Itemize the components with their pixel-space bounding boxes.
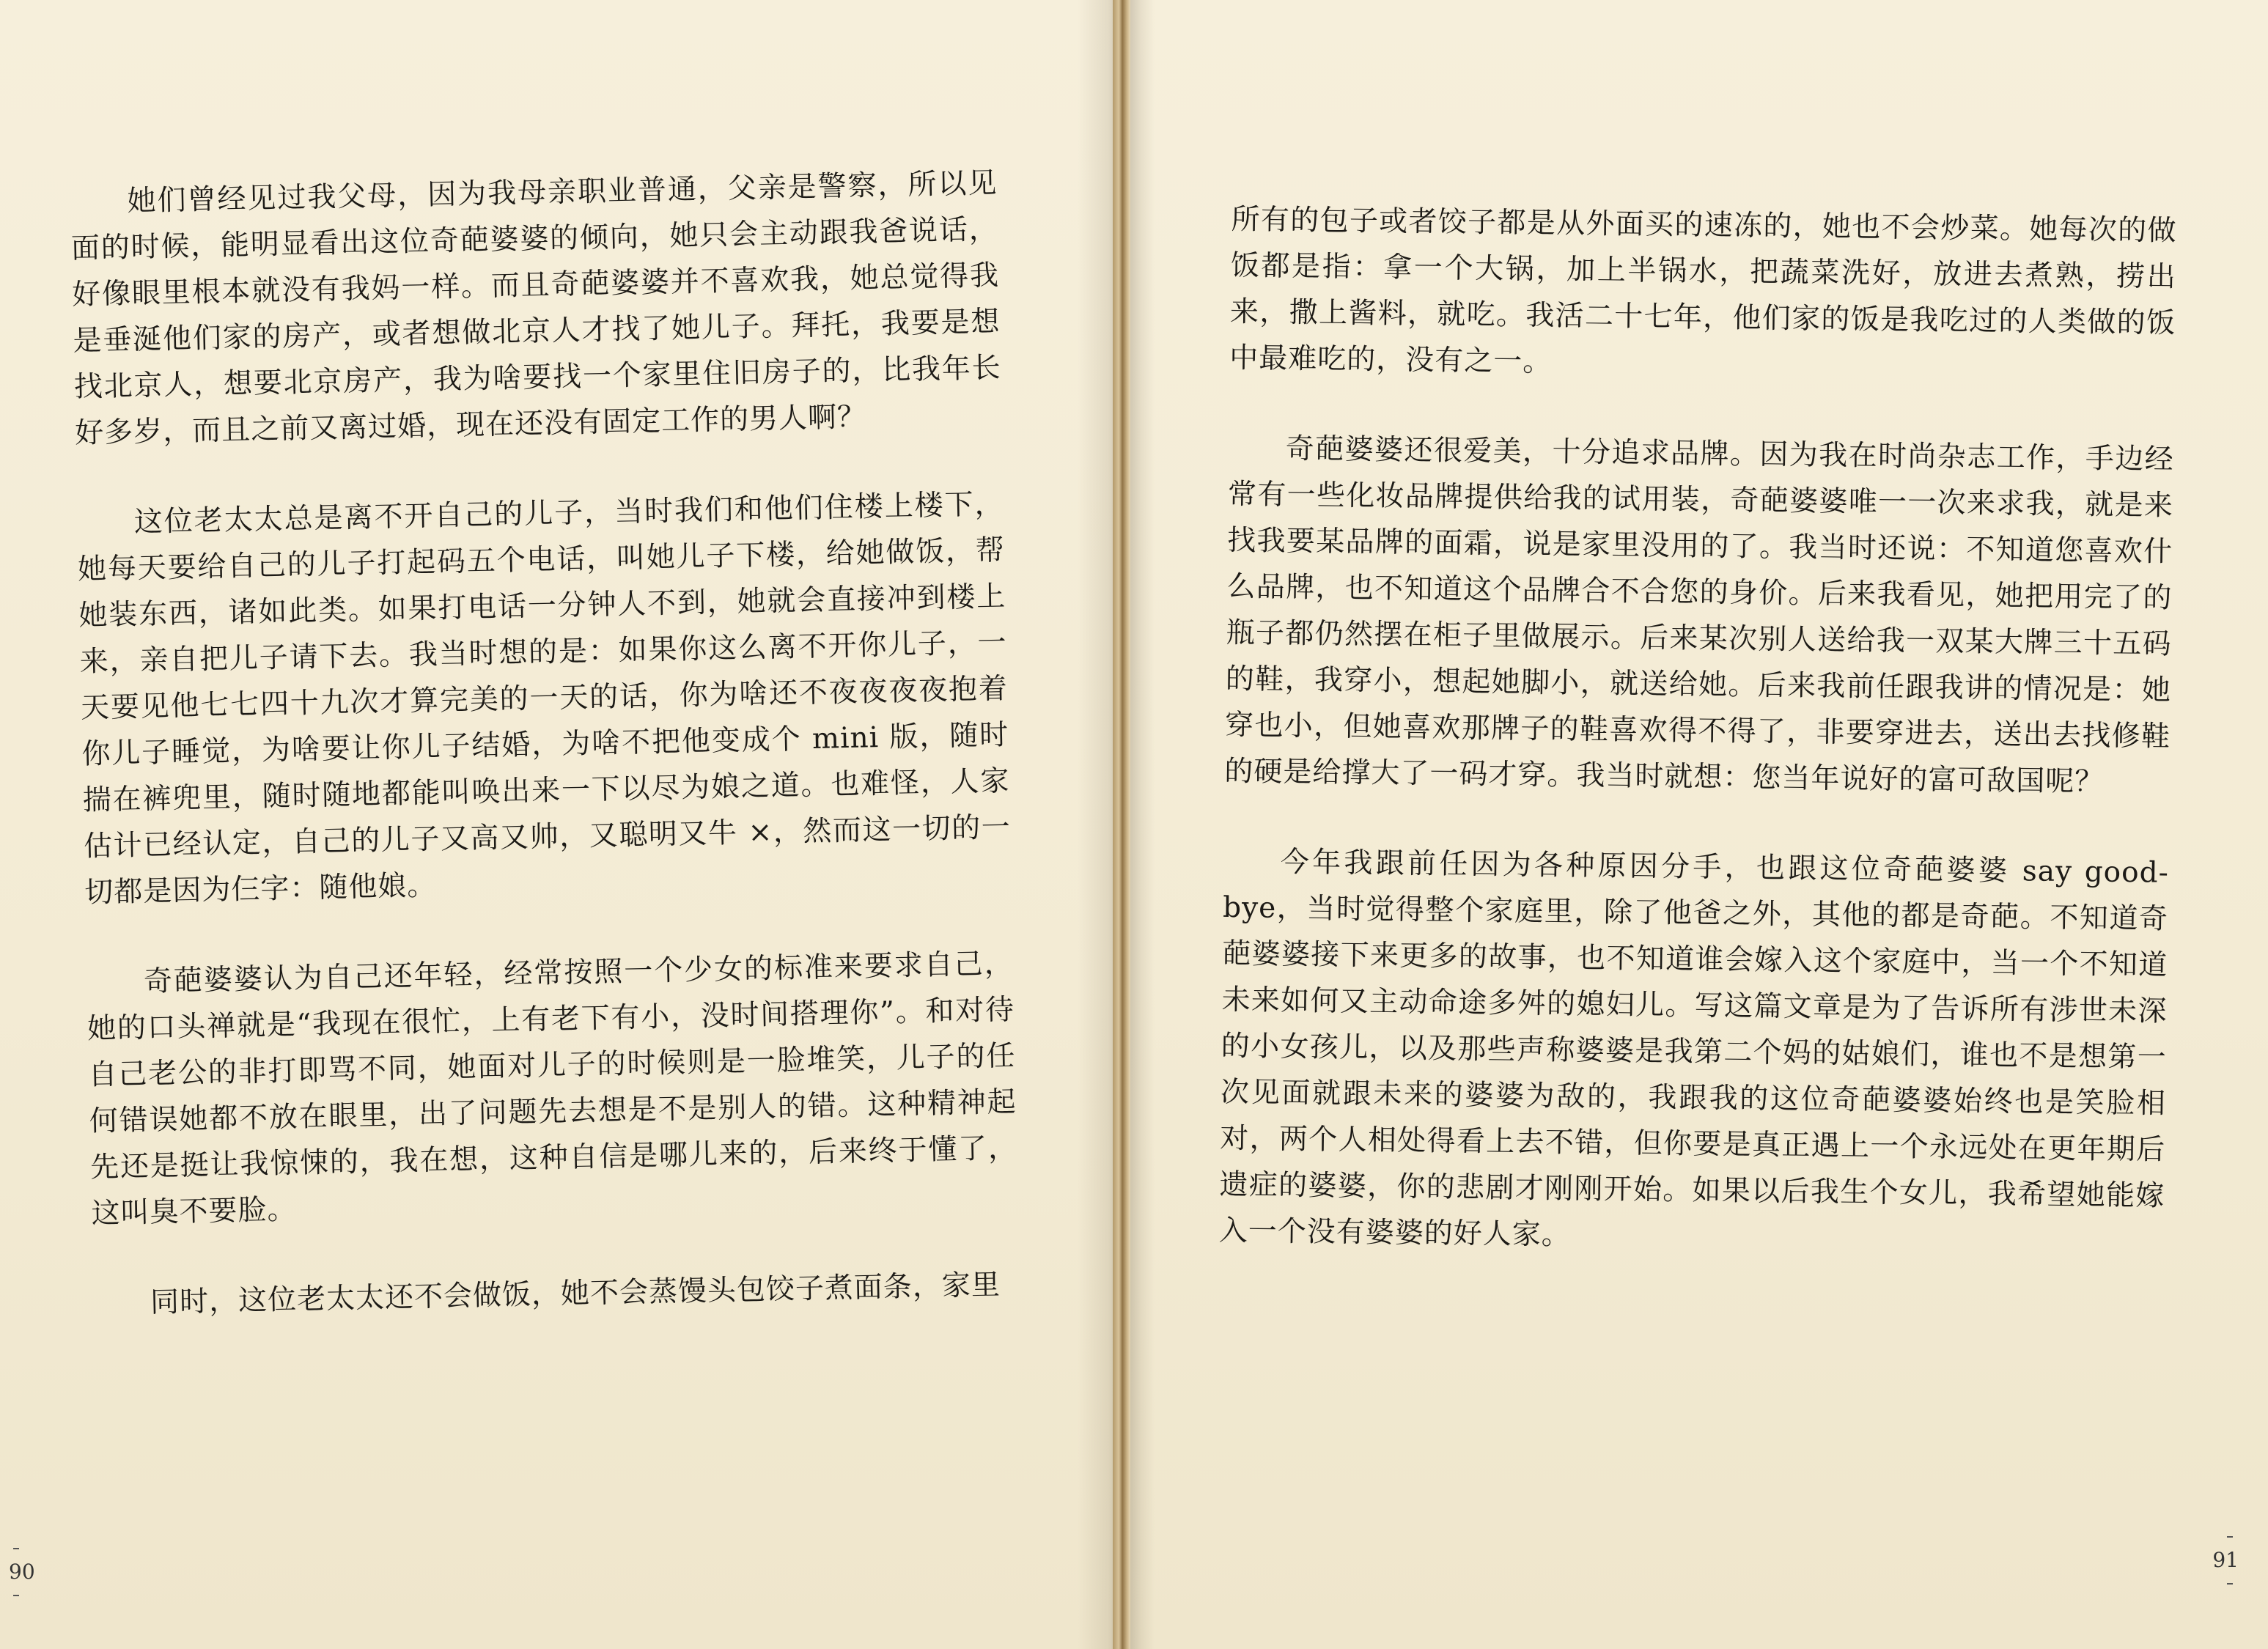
paragraph: 奇葩婆婆认为自己还年轻，经常按照一个少女的标准来要求自己，她的口头禅就是“我现在很忙，上有老下有小，没时间搭理你”。和对待自己老公的非打即骂不同，她面对儿子的时候则是一脸堆笑，儿子的任何错误她都不放在眼里，出了问题先去想是不是别人的错。这种精神起先还是挺让我惊悚的，我在想，这种自信是哪儿来的，后来终于懂了，这叫臭不要脸。: [86, 947, 1018, 1231]
paragraph: 同时，这位老太太还不会做饭，她不会蒸馒头包饺子煮面条，家里: [150, 1268, 1001, 1320]
page-number: 90: [9, 1560, 35, 1584]
page-number-mark: [13, 1548, 19, 1549]
right-page: [1122, 0, 2268, 1649]
paragraph: 今年我跟前任因为各种原因分手，也跟这位奇葩婆婆 say good-bye，当时觉得整个家庭里，除了他爸之外，其他的都是奇葩。不知道奇葩婆婆接下来更多的故事，也不知道谁会嫁入这个家庭中，当一个不知道未来如何又主动命途多舛的媳妇儿。写这篇文章是为了告诉所有涉世未深的小女孩儿，以及那些声称婆婆是我第二个妈的姑娘们，谁也不是想第一次见面就跟未来的婆婆为敌的，我跟我的这位奇葩婆婆始终也是笑脸相对，两个人相处得看上去不错，但你要是真正遇上一个永远处在更年期后遗症的婆婆，你的悲剧才刚刚开始。如果以后我生个女儿，我希望她能嫁入一个没有婆婆的好人家。: [1218, 845, 2170, 1252]
right-page-text: [1218, 196, 2177, 1266]
page-number-mark: [13, 1595, 19, 1596]
paragraph: 奇葩婆婆还很爱美，十分追求品牌。因为我在时尚杂志工作，手边经常有一些化妆品牌提供给我的试用装，奇葩婆婆唯一一次来求我，就是来找我要某品牌的面霜，说是家里没用的了。我当时还说：不知道您喜欢什么品牌，也不知道这个品牌合不合您的身价。后来我看见，她把用完了的瓶子都仍然摆在柜子里做展示。后来某次别人送给我一双某大牌三十五码的鞋，我穿小，想起她脚小，就送给她。后来我前任跟我讲的情况是：她穿也小，但她喜欢那牌子的鞋喜欢得不得了，非要穿进去，送出去找修鞋的硬是给撑大了一码才穿。我当时就想：您当年说好的富可敌国呢？: [1224, 432, 2174, 799]
paragraph: 这位老太太总是离不开自己的儿子，当时我们和他们住楼上楼下，她每天要给自己的儿子打起码五个电话，叫她儿子下楼，给她做饭，帮她装东西，诸如此类。如果打电话一分钟人不到，她就会直接冲到楼上来，亲自把儿子请下去。我当时想的是：如果你这么离不开你儿子，一天要见他七七四十九次才算完美的一天的话，你为啥还不夜夜夜夜抱着你儿子睡觉，为啥要让你儿子结婚，为啥不把他变成个 mini 版，随时揣在裤兜里，随时随地都能叫唤出来一下以尽为娘之道。也难怪，人家估计已经认定，自己的儿子又高又帅，又聪明又牛 ×，然而这一切的一切都是因为仨字：随他娘。: [77, 487, 1012, 910]
page-number-mark: [2227, 1536, 2233, 1538]
left-page-text: [70, 161, 1021, 1327]
page-number: 91: [2212, 1548, 2239, 1572]
paragraph: 所有的包子或者饺子都是从外面买的速冻的，她也不会炒菜。她每次的做饭都是指：拿一个大锅，加上半锅水，把蔬菜洗好，放进去煮熟，捞出来，撒上酱料，就吃。我活二十七年，他们家的饭是我吃过的人类做的饭中最难吃的，没有之一。: [1229, 202, 2177, 379]
page-number-mark: [2227, 1583, 2233, 1585]
left-page: [0, 0, 1122, 1649]
paragraph: 她们曾经见过我父母，因为我母亲职业普通，父亲是警察，所以见面的时候，能明显看出这位奇葩婆婆的倾向，她只会主动跟我爸说话，好像眼里根本就没有我妈一样。而且奇葩婆婆并不喜欢我，她总觉得我是垂涎他们家的房产，或者想做北京人才找了她儿子。拜托，我要是想找北京人，想要北京房产，我为啥要找一个家里住旧房子的，比我年长好多岁，而且之前又离过婚，现在还没有固定工作的男人啊？: [70, 166, 1002, 450]
book-gutter: [1113, 0, 1130, 1649]
